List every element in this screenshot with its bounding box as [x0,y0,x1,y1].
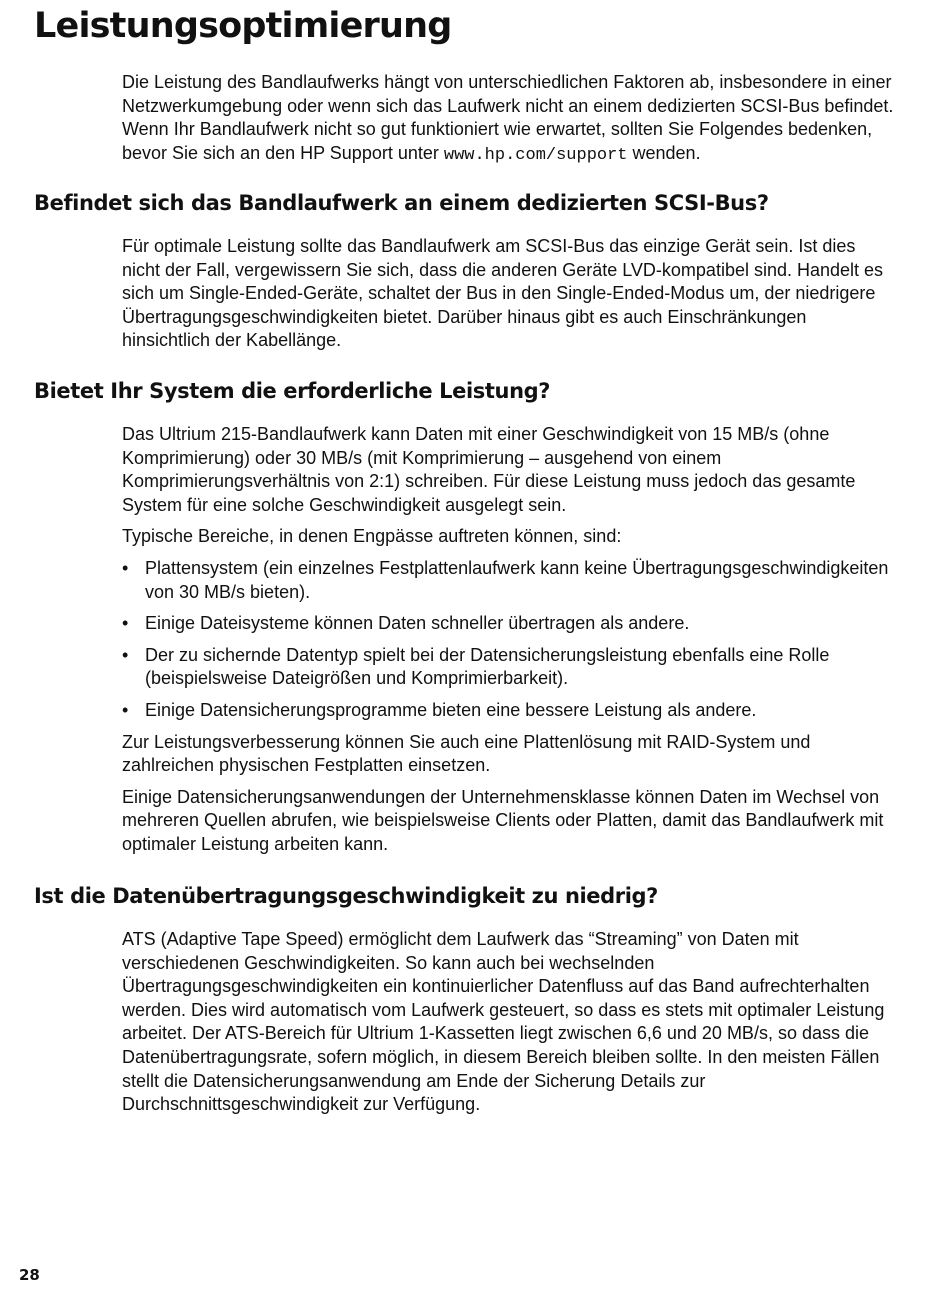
list-item [122,699,898,723]
page-number: 28 [19,1266,40,1284]
section-heading-scsi-bus: Befindet sich das Bandlaufwerk an einem dedizierten SCSI-Bus? [34,191,769,215]
bullet-icon: • [122,644,129,665]
enterprise-backup-paragraph: Einige Datensicherungsanwendungen der Unternehmensklasse können Daten im Wechsel von mehreren Quellen abrufen, wie beispielsweise Clients oder Platten, damit das Bandlaufwerk mit optimaler Leistung arbeiten kann. [122,786,884,854]
section-body-transfer-rate [122,928,898,1125]
page-title: Leistungsoptimierung [34,6,452,46]
scsi-bus-paragraph: Für optimale Leistung sollte das Bandlaufwerk am SCSI-Bus das einzige Gerät sein. Ist dies nicht der Fall, vergewissern Sie sich, dass die anderen Geräte LVD-kompatibel sind. Handelt es sich um Single-Ended-Geräte, schaltet der Bus in den Single-Ended-Modus um, der niedrigere Übertragungsgeschwindigkeiten bietet. Darüber hinaus gibt es auch Einschränkungen hinsichtlich der Kabellänge. [122,236,884,351]
list-item-text: Der zu sichernde Datentyp spielt bei der Datensicherungsleistung ebenfalls eine Rolle (beispielsweise Dateigrößen und Komprimierbarkeit). [145,644,830,689]
raid-paragraph: Zur Leistungsverbesserung können Sie auch eine Plattenlösung mit RAID-System und zahlreichen physischen Festplatten einsetzen. [122,731,811,776]
bullet-icon: • [122,699,129,720]
list-item [122,612,898,636]
bottleneck-intro-paragraph: Typische Bereiche, in denen Engpässe auftreten können, sind: [122,526,622,547]
bullet-icon: • [122,613,129,634]
list-item-text: Plattensystem (ein einzelnes Festplattenlaufwerk kann keine Übertragungsgeschwindigkeiten von 30 MB/s bieten). [145,557,889,602]
intro-text-after: wenden. [627,142,701,163]
section-body-scsi-bus [122,235,898,361]
list-item-text: Einige Datensicherungsprogramme bieten eine bessere Leistung als andere. [145,699,757,720]
bullet-icon: • [122,557,129,578]
bottleneck-list [122,557,898,723]
ats-paragraph: ATS (Adaptive Tape Speed) ermöglicht dem Laufwerk das “Streaming” von Daten mit verschiedenen Geschwindigkeiten. So kann auch bei wechselnden Übertragungsgeschwindigkeiten ein kontinuierlicher Datenfluss auf das Band aufrechterhalten werden. Dies wird automatisch vom Laufwerk gesteuert, so dass es stets mit optimaler Leistung arbeitet. Der ATS-Bereich für Ultrium 1-Kassetten liegt zwischen 6,6 und 20 MB/s, so dass die Datenübertragungsrate, sofern möglich, in diesem Bereich bleiben sollte. In den meisten Fällen stellt die Datensicherungsanwendung am Ende der Sicherung Details zur Durchschnittsgeschwindigkeit zur Verfügung. [122,929,885,1115]
intro-paragraph [122,71,898,167]
intro-paragraph-block [122,71,898,175]
section-body-system-performance [122,423,898,865]
performance-paragraph: Das Ultrium 215-Bandlaufwerk kann Daten mit einer Geschwindigkeit von 15 MB/s (ohne Komprimierung) oder 30 MB/s (mit Komprimierung – ausgehend von einem Komprimierungsverhältnis von 2:1) schreiben. Für diese Leistung muss jedoch das gesamte System für eine solche Geschwindigkeit ausgelegt sein. [122,424,856,515]
list-item [122,644,898,691]
support-url: www.hp.com/support [443,145,628,165]
section-heading-system-performance: Bietet Ihr System die erforderliche Leistung? [34,379,551,403]
intro-text-before: Die Leistung des Bandlaufwerks hängt von unterschiedlichen Faktoren ab, insbesondere in einer Netzwerkumgebung oder wenn sich das Laufwerk nicht an einem dedizierten SCSI-Bus befindet. Wenn Ihr Bandlaufwerk nicht so gut funktioniert wie erwartet, sollten Sie Folgendes bedenken, bevor Sie sich an den HP Support unter [122,72,894,163]
list-item-text: Einige Dateisysteme können Daten schneller übertragen als andere. [145,613,690,634]
list-item [122,557,898,604]
section-heading-transfer-rate: Ist die Datenübertragungsgeschwindigkeit zu niedrig? [34,884,658,908]
